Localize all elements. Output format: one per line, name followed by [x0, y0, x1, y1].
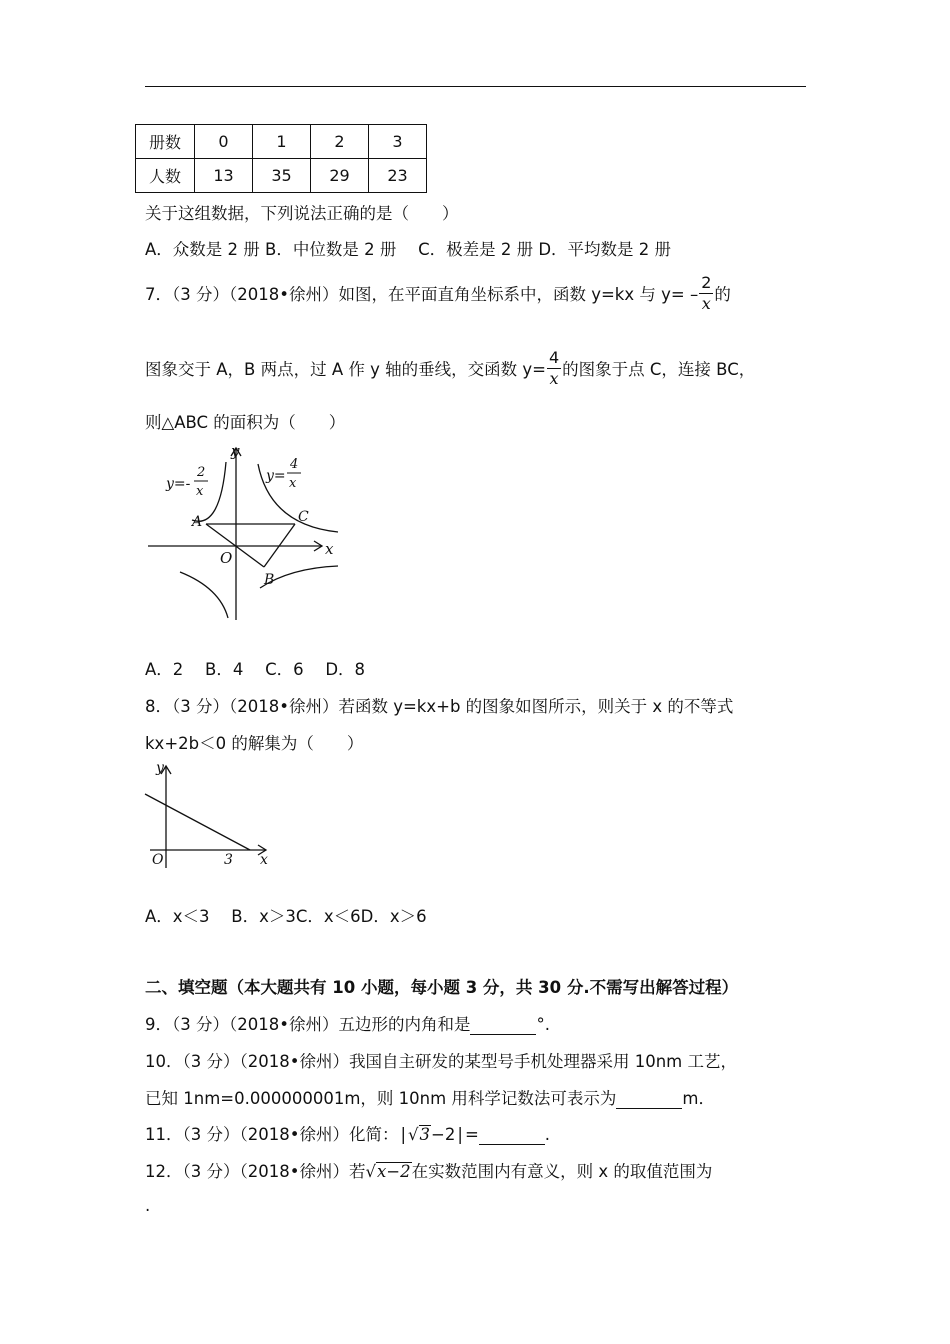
q11	[145, 1121, 550, 1145]
table-cell: 3	[369, 125, 427, 159]
q10-line1: 10．（3 分）（2018•徐州）我国自主研发的某型号手机处理器采用 10nm 工艺，	[145, 1052, 737, 1071]
frequency-table	[135, 124, 427, 193]
q10-line2	[145, 1085, 715, 1109]
q12-line2: .	[145, 1196, 151, 1215]
fraction-numerator: 4	[548, 347, 560, 367]
q7-line1	[145, 270, 731, 316]
sqrt-symbol: √	[365, 1162, 376, 1181]
abs-bar-left: |	[400, 1125, 407, 1144]
header-rule	[145, 86, 806, 87]
axis-label-y: y	[231, 442, 240, 460]
axis-label-y: y	[156, 760, 164, 776]
answer-blank	[616, 1089, 682, 1109]
origin-label: O	[220, 549, 233, 567]
q7-line1-text: 7．（3 分）（2018•徐州）如图，在平面直角坐标系中，函数 y=kx 与 y= –	[145, 285, 699, 304]
q7-options: A．2 B．4 C．6 D．8	[145, 660, 366, 679]
q8-options: A．x＜3 B．x＞3C．x＜6D．x＞6	[145, 907, 427, 926]
q8-line2: kx+2b＜0 的解集为（ ）	[145, 734, 364, 753]
fraction-denominator: x	[549, 368, 559, 388]
radicand: 3	[419, 1125, 431, 1144]
table-cell: 2	[311, 125, 369, 159]
abs-bar-right: |	[457, 1125, 463, 1144]
fraction-numerator: 2	[701, 272, 712, 292]
point-label-b: B	[264, 572, 275, 588]
q7-line3: 则△ABC 的面积为（ ）	[145, 413, 346, 432]
point-label-c: C	[298, 509, 309, 525]
table-cell: 0	[195, 125, 253, 159]
table-cell: 册数	[136, 125, 195, 159]
q9-text: 9．（3 分）（2018•徐州）五边形的内角和是	[145, 1015, 471, 1034]
answer-blank	[479, 1125, 545, 1145]
function-label-right-num: 4	[290, 457, 299, 472]
curve-left-lower	[180, 572, 228, 618]
function-line	[145, 794, 250, 850]
table-row	[136, 159, 427, 193]
function-label-left-num: 2	[197, 465, 206, 480]
q7-figure	[140, 440, 350, 625]
sqrt-symbol: √	[408, 1125, 419, 1144]
radicand: x−2	[376, 1162, 411, 1181]
answer-blank	[470, 1015, 536, 1035]
table-cell: 35	[253, 159, 311, 193]
table-cell: 13	[195, 159, 253, 193]
q6-prompt: 关于这组数据，下列说法正确的是（ ）	[145, 204, 459, 223]
axis-label-x: x	[325, 540, 334, 558]
q10-line2-text: 已知 1nm=0.000000001m，则 10nm 用科学记数法可表示为	[145, 1089, 617, 1108]
q8-figure	[140, 758, 280, 870]
q6-options: A．众数是 2 册 B．中位数是 2 册 C．极差是 2 册 D．平均数是 2 册	[145, 240, 672, 259]
point-label-a: A	[192, 514, 203, 530]
table-cell: 1	[253, 125, 311, 159]
function-label-right: y=	[266, 468, 286, 484]
section-heading: 二、填空题（本大题共有 10 小题，每小题 3 分，共 30 分.不需写出解答过程）	[145, 978, 739, 997]
function-label-left: y=-	[166, 476, 191, 492]
fraction	[547, 347, 561, 388]
q9	[145, 1011, 550, 1035]
origin-label: O	[152, 852, 164, 868]
q7-line2	[145, 345, 755, 391]
table-row	[136, 125, 427, 159]
q12-tail: 在实数范围内有意义，则 x 的取值范围为	[411, 1162, 713, 1181]
expr-tail: −2	[431, 1125, 456, 1144]
q11-end: .	[544, 1125, 551, 1144]
function-label-right-den: x	[289, 476, 297, 491]
q8-line1: 8．（3 分）（2018•徐州）若函数 y=kx+b 的图象如图所示，则关于 x 的不等式	[145, 697, 734, 716]
tick-label-3: 3	[224, 852, 233, 868]
q7-line1-tail: 的	[714, 285, 731, 304]
q10-line2-tail: m．	[682, 1089, 715, 1108]
q7-line2-tail: 的图象于点 C，连接 BC，	[562, 360, 756, 379]
fraction	[699, 272, 713, 313]
q12-text: 12．（3 分）（2018•徐州）若	[145, 1162, 366, 1181]
q11-equals: =	[464, 1125, 479, 1144]
table-cell: 23	[369, 159, 427, 193]
q7-line2-text: 图象交于 A，B 两点，过 A 作 y 轴的垂线，交函数 y=	[145, 360, 546, 379]
fraction-denominator: x	[701, 293, 711, 313]
q11-text: 11．（3 分）（2018•徐州）化简：	[145, 1125, 399, 1144]
table-cell: 人数	[136, 159, 195, 193]
q9-tail: °.	[536, 1015, 550, 1034]
function-label-left-den: x	[196, 484, 204, 499]
table-cell: 29	[311, 159, 369, 193]
axis-label-x: x	[260, 852, 268, 868]
q12	[145, 1158, 712, 1182]
